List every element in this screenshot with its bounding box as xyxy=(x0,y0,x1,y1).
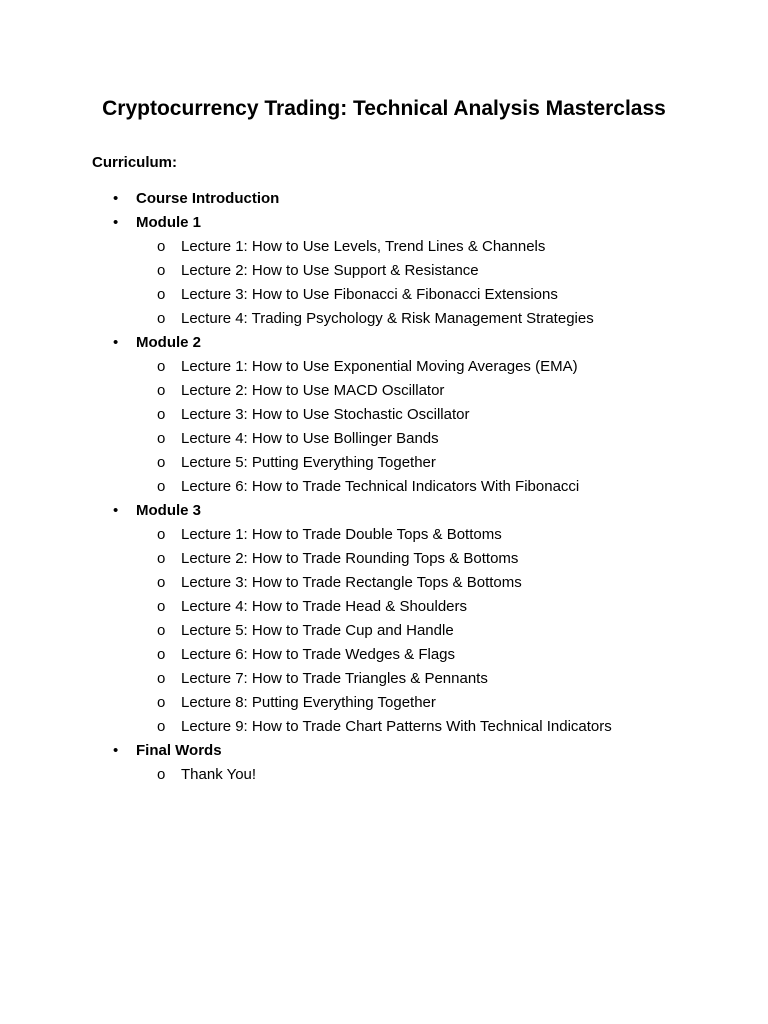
hollow-bullet-icon: o xyxy=(157,310,166,327)
section-label: Module 2 xyxy=(136,334,202,351)
hollow-bullet-icon: o xyxy=(157,286,166,303)
hollow-bullet-icon: o xyxy=(157,622,166,639)
hollow-bullet-icon: o xyxy=(157,670,166,687)
lecture-label: Lecture 2: How to Use Support & Resistance xyxy=(181,262,479,279)
lecture-label: Lecture 4: How to Trade Head & Shoulders xyxy=(181,598,467,615)
lecture-label: Lecture 6: How to Trade Wedges & Flags xyxy=(181,646,456,663)
bullet-icon: • xyxy=(113,190,119,207)
hollow-bullet-icon: o xyxy=(157,646,166,663)
hollow-bullet-icon: o xyxy=(157,238,166,255)
hollow-bullet-icon: o xyxy=(157,454,166,471)
hollow-bullet-icon: o xyxy=(157,382,166,399)
lecture-label: Lecture 1: How to Use Exponential Moving Averages (EMA) xyxy=(181,358,578,375)
lecture-label: Lecture 3: How to Trade Rectangle Tops & Bottoms xyxy=(181,574,522,591)
hollow-bullet-icon: o xyxy=(157,406,166,423)
lecture-label: Lecture 7: How to Trade Triangles & Pennants xyxy=(181,670,488,687)
bullet-icon: • xyxy=(113,742,119,759)
lecture-label: Lecture 5: Putting Everything Together xyxy=(181,454,436,471)
lecture-label: Lecture 9: How to Trade Chart Patterns With Technical Indicators xyxy=(181,718,612,735)
bullet-icon: • xyxy=(113,334,119,351)
hollow-bullet-icon: o xyxy=(157,574,166,591)
section-label: Final Words xyxy=(136,742,222,759)
section-label: Module 1 xyxy=(136,214,202,231)
hollow-bullet-icon: o xyxy=(157,526,166,543)
lecture-label: Lecture 2: How to Use MACD Oscillator xyxy=(181,382,445,399)
document-title: Cryptocurrency Trading: Technical Analysis Masterclass xyxy=(102,97,666,120)
hollow-bullet-icon: o xyxy=(157,262,166,279)
section-label: Module 3 xyxy=(136,502,202,519)
lecture-label: Lecture 6: How to Trade Technical Indicators With Fibonacci xyxy=(181,478,580,495)
lecture-label: Thank You! xyxy=(181,766,257,783)
lecture-label: Lecture 3: How to Use Fibonacci & Fibonacci Extensions xyxy=(181,286,558,303)
curriculum-heading: Curriculum: xyxy=(92,154,178,171)
hollow-bullet-icon: o xyxy=(157,550,166,567)
hollow-bullet-icon: o xyxy=(157,598,166,615)
hollow-bullet-icon: o xyxy=(157,694,166,711)
lecture-label: Lecture 1: How to Trade Double Tops & Bottoms xyxy=(181,526,502,543)
bullet-icon: • xyxy=(113,502,119,519)
lecture-label: Lecture 2: How to Trade Rounding Tops & Bottoms xyxy=(181,550,519,567)
bullet-icon: • xyxy=(113,214,119,231)
hollow-bullet-icon: o xyxy=(157,478,166,495)
lecture-label: Lecture 8: Putting Everything Together xyxy=(181,694,436,711)
hollow-bullet-icon: o xyxy=(157,718,166,735)
lecture-label: Lecture 3: How to Use Stochastic Oscillator xyxy=(181,406,470,423)
hollow-bullet-icon: o xyxy=(157,766,166,783)
lecture-label: Lecture 4: How to Use Bollinger Bands xyxy=(181,430,439,447)
hollow-bullet-icon: o xyxy=(157,430,166,447)
section-label: Course Introduction xyxy=(136,190,280,207)
lecture-label: Lecture 5: How to Trade Cup and Handle xyxy=(181,622,454,639)
lecture-label: Lecture 1: How to Use Levels, Trend Lines & Channels xyxy=(181,238,546,255)
hollow-bullet-icon: o xyxy=(157,358,166,375)
lecture-label: Lecture 4: Trading Psychology & Risk Management Strategies xyxy=(181,310,594,327)
